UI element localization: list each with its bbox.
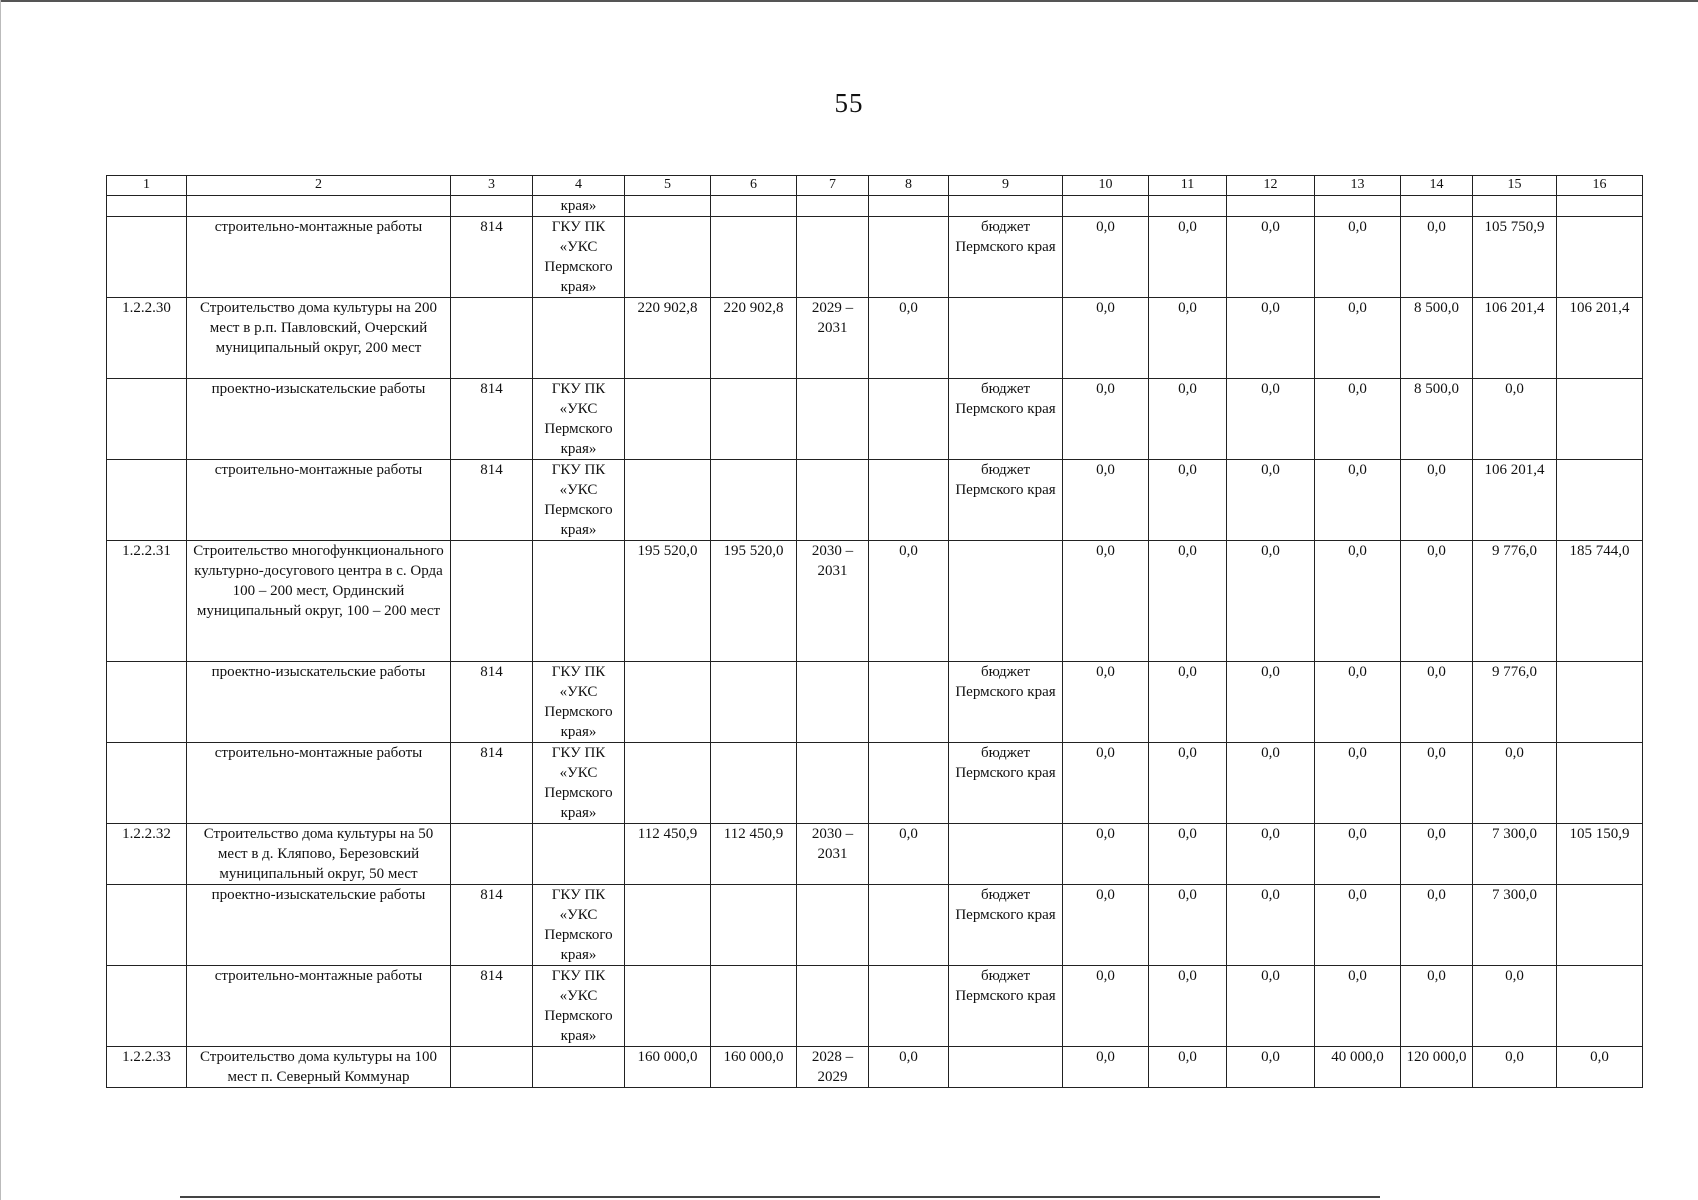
cell-col-7 — [797, 885, 869, 966]
cell-col-4 — [533, 298, 625, 379]
cell-col-3: 814 — [451, 217, 533, 298]
table-row — [107, 298, 1643, 379]
cell-col-2: проектно-изыскательские работы — [187, 662, 451, 743]
column-number: 6 — [711, 176, 797, 196]
cell-col-2: проектно-изыскательские работы — [187, 379, 451, 460]
cell-col-9: бюджет Пермского края — [949, 966, 1063, 1047]
cell-col-8 — [869, 217, 949, 298]
cell-col-11: 0,0 — [1149, 885, 1227, 966]
cell-col-8: 0,0 — [869, 824, 949, 885]
cell-col-9 — [949, 196, 1063, 217]
cell-col-16 — [1557, 885, 1643, 966]
cell-col-12: 0,0 — [1227, 824, 1315, 885]
scan-border-left — [0, 0, 1, 1200]
cell-col-2: Строительство многофункционального культурно-досугового центра в с. Орда 100 – 200 мест, Ординский муниципальный округ, 100 – 200 мест — [187, 541, 451, 662]
cell-col-5 — [625, 966, 711, 1047]
cell-col-15: 105 750,9 — [1473, 217, 1557, 298]
cell-col-15 — [1473, 196, 1557, 217]
column-number: 13 — [1315, 176, 1401, 196]
column-number: 10 — [1063, 176, 1149, 196]
cell-col-14: 0,0 — [1401, 743, 1473, 824]
cell-col-15: 0,0 — [1473, 743, 1557, 824]
cell-col-15: 9 776,0 — [1473, 662, 1557, 743]
cell-col-4: ГКУ ПК «УКС Пермского края» — [533, 662, 625, 743]
cell-col-8 — [869, 662, 949, 743]
cell-col-14 — [1401, 196, 1473, 217]
cell-col-7 — [797, 743, 869, 824]
cell-col-16 — [1557, 966, 1643, 1047]
cell-col-15: 0,0 — [1473, 379, 1557, 460]
cell-col-1 — [107, 379, 187, 460]
table-row — [107, 966, 1643, 1047]
cell-col-8: 0,0 — [869, 298, 949, 379]
cell-col-13: 0,0 — [1315, 966, 1401, 1047]
cell-col-11: 0,0 — [1149, 541, 1227, 662]
cell-col-4: ГКУ ПК «УКС Пермского края» — [533, 743, 625, 824]
cell-col-4: ГКУ ПК «УКС Пермского края» — [533, 966, 625, 1047]
cell-col-1 — [107, 460, 187, 541]
cell-col-10: 0,0 — [1063, 824, 1149, 885]
cell-col-5: 220 902,8 — [625, 298, 711, 379]
cell-col-8 — [869, 460, 949, 541]
cell-col-12: 0,0 — [1227, 298, 1315, 379]
table-row — [107, 662, 1643, 743]
cell-col-11: 0,0 — [1149, 662, 1227, 743]
cell-col-6 — [711, 460, 797, 541]
cell-col-7 — [797, 196, 869, 217]
cell-col-1 — [107, 662, 187, 743]
table-row — [107, 460, 1643, 541]
cell-col-13: 0,0 — [1315, 217, 1401, 298]
cell-col-10: 0,0 — [1063, 541, 1149, 662]
cell-col-13: 0,0 — [1315, 662, 1401, 743]
cell-col-14: 0,0 — [1401, 966, 1473, 1047]
cell-col-16 — [1557, 460, 1643, 541]
cell-col-4 — [533, 824, 625, 885]
cell-col-16 — [1557, 217, 1643, 298]
cell-col-6: 195 520,0 — [711, 541, 797, 662]
cell-col-9 — [949, 1047, 1063, 1088]
cell-col-11 — [1149, 196, 1227, 217]
column-number: 12 — [1227, 176, 1315, 196]
cell-col-16: 106 201,4 — [1557, 298, 1643, 379]
cell-col-12: 0,0 — [1227, 460, 1315, 541]
cell-col-7 — [797, 662, 869, 743]
scan-border-top — [0, 0, 1698, 2]
cell-col-13: 40 000,0 — [1315, 1047, 1401, 1088]
cell-col-8 — [869, 379, 949, 460]
table-row — [107, 885, 1643, 966]
cell-col-12: 0,0 — [1227, 217, 1315, 298]
cell-col-13: 0,0 — [1315, 824, 1401, 885]
cell-col-14: 0,0 — [1401, 460, 1473, 541]
cell-col-11: 0,0 — [1149, 379, 1227, 460]
cell-col-5 — [625, 662, 711, 743]
cell-col-14: 0,0 — [1401, 824, 1473, 885]
cell-col-2: строительно-монтажные работы — [187, 460, 451, 541]
cell-col-6 — [711, 966, 797, 1047]
cell-col-11: 0,0 — [1149, 460, 1227, 541]
cell-col-2 — [187, 196, 451, 217]
cell-col-4 — [533, 1047, 625, 1088]
cell-col-2: строительно-монтажные работы — [187, 217, 451, 298]
cell-col-9: бюджет Пермского края — [949, 885, 1063, 966]
cell-col-16: 0,0 — [1557, 1047, 1643, 1088]
cell-col-10: 0,0 — [1063, 743, 1149, 824]
table-row — [107, 1047, 1643, 1088]
cell-col-6: 160 000,0 — [711, 1047, 797, 1088]
cell-col-11: 0,0 — [1149, 743, 1227, 824]
cell-col-15: 0,0 — [1473, 1047, 1557, 1088]
cell-col-1 — [107, 217, 187, 298]
cell-col-13: 0,0 — [1315, 743, 1401, 824]
column-number: 8 — [869, 176, 949, 196]
column-number: 15 — [1473, 176, 1557, 196]
page-number: 55 — [834, 88, 864, 118]
cell-col-12: 0,0 — [1227, 1047, 1315, 1088]
cell-col-12: 0,0 — [1227, 966, 1315, 1047]
cell-col-4: края» — [533, 196, 625, 217]
cell-col-7 — [797, 460, 869, 541]
cell-col-8: 0,0 — [869, 1047, 949, 1088]
cell-col-12 — [1227, 196, 1315, 217]
cell-col-9: бюджет Пермского края — [949, 379, 1063, 460]
cell-col-16: 185 744,0 — [1557, 541, 1643, 662]
cell-col-6 — [711, 196, 797, 217]
cell-col-14: 8 500,0 — [1401, 379, 1473, 460]
cell-col-11: 0,0 — [1149, 824, 1227, 885]
table-row — [107, 217, 1643, 298]
table-row — [107, 196, 1643, 217]
cell-col-7: 2029 – 2031 — [797, 298, 869, 379]
cell-col-1: 1.2.2.32 — [107, 824, 187, 885]
cell-col-1: 1.2.2.30 — [107, 298, 187, 379]
cell-col-14: 0,0 — [1401, 885, 1473, 966]
cell-col-4: ГКУ ПК «УКС Пермского края» — [533, 460, 625, 541]
cell-col-5 — [625, 743, 711, 824]
cell-col-3 — [451, 1047, 533, 1088]
cell-col-15: 106 201,4 — [1473, 298, 1557, 379]
cell-col-10 — [1063, 196, 1149, 217]
cell-col-5 — [625, 885, 711, 966]
cell-col-7 — [797, 966, 869, 1047]
cell-col-5 — [625, 379, 711, 460]
cell-col-9 — [949, 541, 1063, 662]
cell-col-7 — [797, 217, 869, 298]
table-row — [107, 743, 1643, 824]
cell-col-13: 0,0 — [1315, 460, 1401, 541]
cell-col-2: Строительство дома культуры на 100 мест п. Северный Коммунар — [187, 1047, 451, 1088]
cell-col-10: 0,0 — [1063, 1047, 1149, 1088]
cell-col-12: 0,0 — [1227, 743, 1315, 824]
cell-col-3: 814 — [451, 885, 533, 966]
cell-col-15: 7 300,0 — [1473, 885, 1557, 966]
cell-col-7: 2030 – 2031 — [797, 541, 869, 662]
column-number: 9 — [949, 176, 1063, 196]
cell-col-5 — [625, 217, 711, 298]
cell-col-10: 0,0 — [1063, 217, 1149, 298]
column-number: 14 — [1401, 176, 1473, 196]
column-number: 5 — [625, 176, 711, 196]
cell-col-13: 0,0 — [1315, 541, 1401, 662]
cell-col-14: 8 500,0 — [1401, 298, 1473, 379]
cell-col-3 — [451, 824, 533, 885]
budget-table — [106, 175, 1643, 1088]
cell-col-2: проектно-изыскательские работы — [187, 885, 451, 966]
cell-col-10: 0,0 — [1063, 885, 1149, 966]
column-number: 1 — [107, 176, 187, 196]
cell-col-5 — [625, 460, 711, 541]
column-number: 3 — [451, 176, 533, 196]
cell-col-8: 0,0 — [869, 541, 949, 662]
cell-col-6: 220 902,8 — [711, 298, 797, 379]
cell-col-15: 9 776,0 — [1473, 541, 1557, 662]
table-row — [107, 379, 1643, 460]
cell-col-6 — [711, 885, 797, 966]
cell-col-6 — [711, 217, 797, 298]
cell-col-7: 2030 – 2031 — [797, 824, 869, 885]
cell-col-8 — [869, 966, 949, 1047]
cell-col-16 — [1557, 196, 1643, 217]
column-number: 16 — [1557, 176, 1643, 196]
cell-col-16: 105 150,9 — [1557, 824, 1643, 885]
cell-col-8 — [869, 743, 949, 824]
cell-col-6 — [711, 379, 797, 460]
cell-col-4: ГКУ ПК «УКС Пермского края» — [533, 379, 625, 460]
cell-col-5: 160 000,0 — [625, 1047, 711, 1088]
cell-col-14: 0,0 — [1401, 662, 1473, 743]
cell-col-11: 0,0 — [1149, 966, 1227, 1047]
cell-col-1: 1.2.2.31 — [107, 541, 187, 662]
cell-col-5: 195 520,0 — [625, 541, 711, 662]
cell-col-10: 0,0 — [1063, 662, 1149, 743]
cell-col-4: ГКУ ПК «УКС Пермского края» — [533, 217, 625, 298]
cell-col-4: ГКУ ПК «УКС Пермского края» — [533, 885, 625, 966]
cell-col-3 — [451, 541, 533, 662]
cell-col-9: бюджет Пермского края — [949, 662, 1063, 743]
cell-col-14: 120 000,0 — [1401, 1047, 1473, 1088]
cell-col-3: 814 — [451, 966, 533, 1047]
cell-col-10: 0,0 — [1063, 298, 1149, 379]
cell-col-16 — [1557, 379, 1643, 460]
cell-col-13: 0,0 — [1315, 379, 1401, 460]
cell-col-12: 0,0 — [1227, 662, 1315, 743]
scan-border-bottom — [180, 1196, 1380, 1198]
cell-col-3: 814 — [451, 379, 533, 460]
cell-col-9 — [949, 824, 1063, 885]
cell-col-1 — [107, 196, 187, 217]
cell-col-6: 112 450,9 — [711, 824, 797, 885]
cell-col-6 — [711, 743, 797, 824]
cell-col-12: 0,0 — [1227, 379, 1315, 460]
cell-col-16 — [1557, 743, 1643, 824]
cell-col-2: строительно-монтажные работы — [187, 743, 451, 824]
cell-col-15: 0,0 — [1473, 966, 1557, 1047]
cell-col-8 — [869, 196, 949, 217]
cell-col-1 — [107, 743, 187, 824]
column-number: 4 — [533, 176, 625, 196]
cell-col-10: 0,0 — [1063, 966, 1149, 1047]
cell-col-9: бюджет Пермского края — [949, 217, 1063, 298]
cell-col-13: 0,0 — [1315, 885, 1401, 966]
column-number-row — [107, 176, 1643, 196]
table-row — [107, 824, 1643, 885]
cell-col-16 — [1557, 662, 1643, 743]
column-number: 11 — [1149, 176, 1227, 196]
cell-col-12: 0,0 — [1227, 541, 1315, 662]
cell-col-9: бюджет Пермского края — [949, 743, 1063, 824]
cell-col-5 — [625, 196, 711, 217]
cell-col-10: 0,0 — [1063, 379, 1149, 460]
column-number: 2 — [187, 176, 451, 196]
column-number: 7 — [797, 176, 869, 196]
cell-col-3 — [451, 196, 533, 217]
cell-col-1 — [107, 885, 187, 966]
cell-col-2: Строительство дома культуры на 50 мест в д. Кляпово, Березовский муниципальный округ, 50 мест — [187, 824, 451, 885]
cell-col-1 — [107, 966, 187, 1047]
cell-col-8 — [869, 885, 949, 966]
cell-col-10: 0,0 — [1063, 460, 1149, 541]
cell-col-9: бюджет Пермского края — [949, 460, 1063, 541]
cell-col-4 — [533, 541, 625, 662]
cell-col-7: 2028 – 2029 — [797, 1047, 869, 1088]
cell-col-11: 0,0 — [1149, 217, 1227, 298]
cell-col-14: 0,0 — [1401, 217, 1473, 298]
cell-col-15: 7 300,0 — [1473, 824, 1557, 885]
cell-col-6 — [711, 662, 797, 743]
cell-col-14: 0,0 — [1401, 541, 1473, 662]
cell-col-15: 106 201,4 — [1473, 460, 1557, 541]
cell-col-9 — [949, 298, 1063, 379]
cell-col-3: 814 — [451, 662, 533, 743]
cell-col-3: 814 — [451, 743, 533, 824]
cell-col-7 — [797, 379, 869, 460]
cell-col-5: 112 450,9 — [625, 824, 711, 885]
cell-col-13: 0,0 — [1315, 298, 1401, 379]
cell-col-2: Строительство дома культуры на 200 мест в р.п. Павловский, Очерский муниципальный округ, 200 мест — [187, 298, 451, 379]
cell-col-3: 814 — [451, 460, 533, 541]
table-row — [107, 541, 1643, 662]
cell-col-11: 0,0 — [1149, 298, 1227, 379]
cell-col-1: 1.2.2.33 — [107, 1047, 187, 1088]
cell-col-11: 0,0 — [1149, 1047, 1227, 1088]
cell-col-2: строительно-монтажные работы — [187, 966, 451, 1047]
cell-col-3 — [451, 298, 533, 379]
cell-col-12: 0,0 — [1227, 885, 1315, 966]
cell-col-13 — [1315, 196, 1401, 217]
